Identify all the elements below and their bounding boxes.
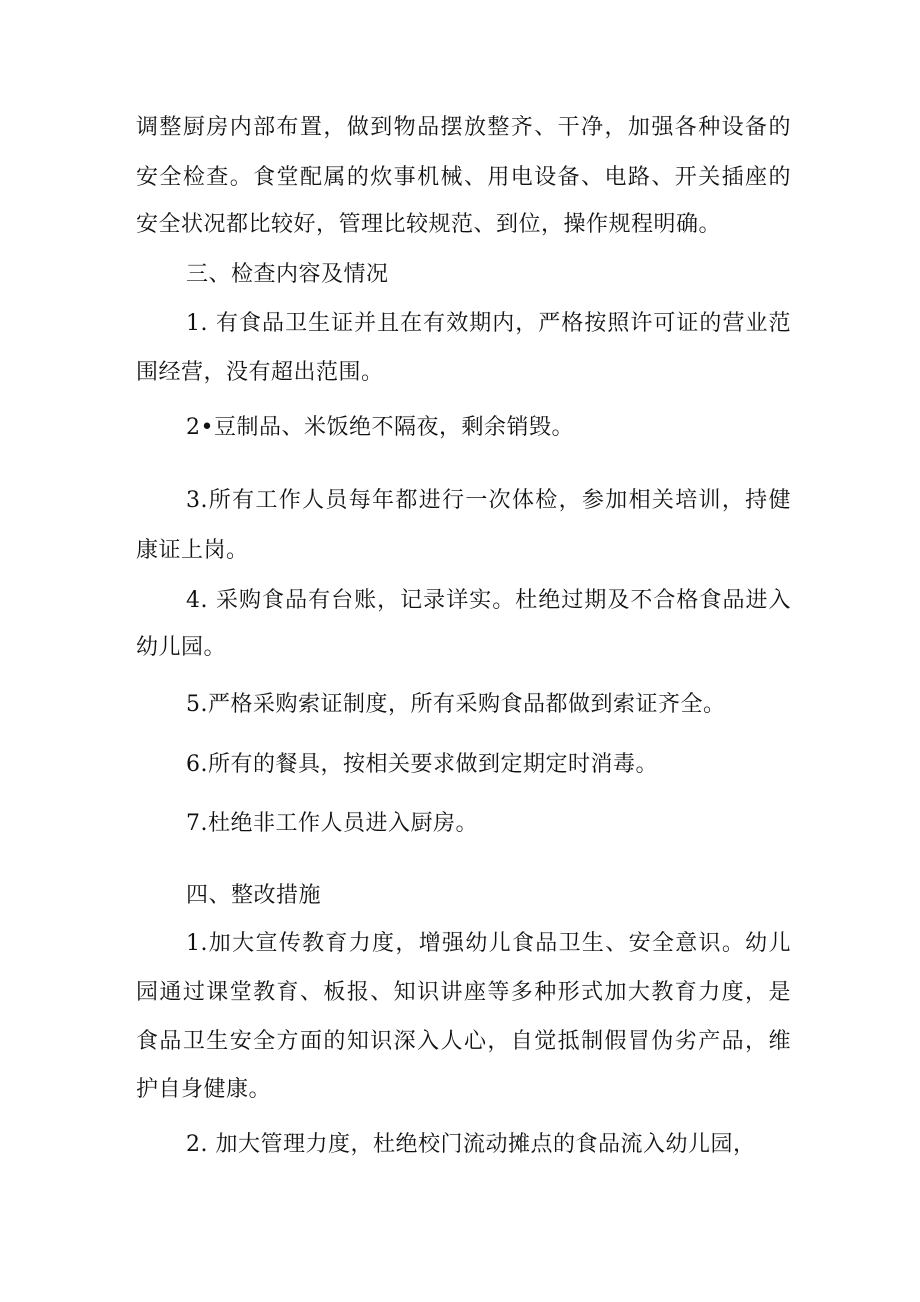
list-item-line: 食品卫生安全方面的知识深入人心，自觉抵制假冒伪劣产品，维 — [136, 1029, 791, 1054]
list-item-line: 园通过课堂教育、板报、知识讲座等多种形式加大教育力度，是 — [136, 980, 791, 1005]
list-item-line: 5.严格采购索证制度，所有采购食品都做到索证齐全。 — [186, 692, 726, 717]
list-item-line: 护自身健康。 — [136, 1077, 272, 1102]
list-item-line: 幼儿园。 — [136, 635, 227, 660]
list-item-line: 7.杜绝非工作人员进入厨房。 — [186, 811, 478, 836]
list-item-line: 2. 加大管理力度，杜绝校门流动摊点的食品流入幼儿园， — [186, 1132, 756, 1157]
list-item-line: 4. 采购食品有台账，记录详实。杜绝过期及不合格食品进入 — [186, 588, 791, 613]
body-text-line: 安全检查。食堂配属的炊事机械、用电设备、电路、开关插座的 — [136, 165, 791, 190]
list-item-line: 围经营，没有超出范围。 — [136, 360, 384, 385]
list-item-line: 1. 有食品卫生证并且在有效期内，严格按照许可证的营业范 — [186, 311, 791, 336]
list-item-line: 3.所有工作人员每年都进行一次体检，参加相关培训，持健 — [186, 488, 791, 513]
list-item-line: 康证上岗。 — [136, 538, 249, 563]
list-item-line: 6.所有的餐具，按相关要求做到定期定时消毒。 — [186, 752, 658, 777]
body-text-line: 调整厨房内部布置，做到物品摆放整齐、干净，加强各种设备的 — [136, 115, 791, 140]
list-item-line: 1.加大宣传教育力度，增强幼儿食品卫生、安全意识。幼儿 — [186, 931, 791, 956]
body-text-line: 安全状况都比较好，管理比较规范、到位，操作规程明确。 — [136, 212, 722, 237]
section-heading: 四、整改措施 — [186, 883, 322, 908]
section-heading: 三、检查内容及情况 — [186, 262, 389, 287]
list-item-line: 2•豆制品、米饭绝不隔夜，剩余销毁。 — [186, 415, 574, 440]
